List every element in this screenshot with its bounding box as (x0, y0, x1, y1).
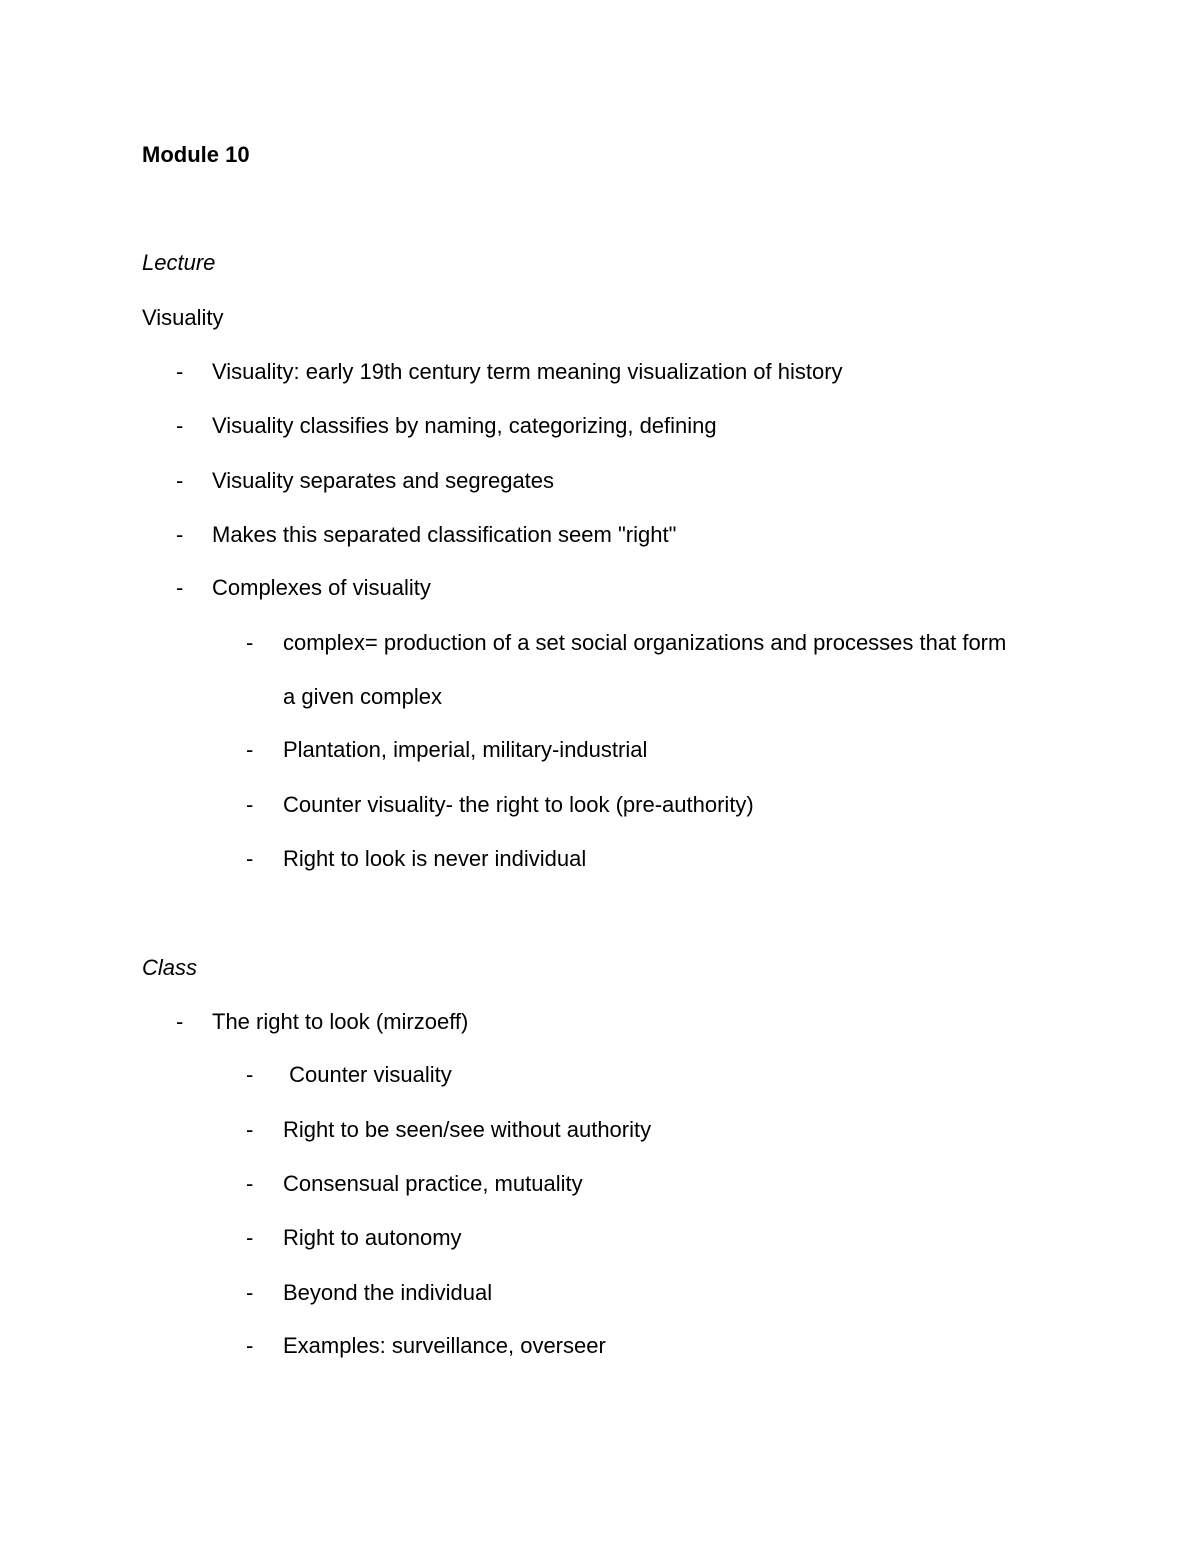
sub-list-item: Plantation, imperial, military-industrial (283, 737, 648, 762)
section-label-class: Class (142, 955, 198, 980)
sub-bullet-dash: - (246, 1171, 254, 1196)
sub-list-item: Counter visuality- the right to look (pre-authority) (283, 792, 754, 817)
sub-list-item: complex= production of a set social organizations and processes that form (283, 630, 1007, 655)
sub-bullet-dash: - (246, 1117, 254, 1142)
sub-list-item: Consensual practice, mutuality (283, 1171, 583, 1196)
list-item: Makes this separated classification seem "right" (212, 522, 677, 547)
section-heading-visuality: Visuality (142, 305, 224, 330)
list-item: Visuality: early 19th century term meaning visualization of history (212, 359, 843, 384)
bullet-dash: - (176, 468, 184, 493)
page-title: Module 10 (142, 142, 250, 167)
sub-bullet-dash: - (246, 1062, 254, 1087)
sub-list-item-continuation: a given complex (283, 684, 442, 709)
section-label-lecture: Lecture (142, 250, 216, 275)
sub-list-item: Right to be seen/see without authority (283, 1117, 652, 1142)
list-item: Visuality separates and segregates (212, 468, 555, 493)
bullet-dash: - (176, 522, 184, 547)
bullet-dash: - (176, 575, 184, 600)
sub-bullet-dash: - (246, 1333, 254, 1358)
sub-list-item: Examples: surveillance, overseer (283, 1333, 606, 1358)
bullet-dash: - (176, 359, 184, 384)
sub-list-item: Right to look is never individual (283, 846, 587, 871)
sub-bullet-dash: - (246, 792, 254, 817)
sub-list-item: Right to autonomy (283, 1225, 462, 1250)
bullet-dash: - (176, 1009, 184, 1034)
sub-list-item: Counter visuality (283, 1062, 452, 1087)
list-item: Visuality classifies by naming, categorizing, defining (212, 413, 717, 438)
sub-bullet-dash: - (246, 737, 254, 762)
sub-bullet-dash: - (246, 846, 254, 871)
sub-bullet-dash: - (246, 630, 254, 655)
sub-list-item: Beyond the individual (283, 1280, 493, 1305)
bullet-dash: - (176, 413, 184, 438)
list-item: Complexes of visuality (212, 575, 431, 600)
list-item: The right to look (mirzoeff) (212, 1009, 469, 1034)
sub-bullet-dash: - (246, 1225, 254, 1250)
sub-bullet-dash: - (246, 1280, 254, 1305)
